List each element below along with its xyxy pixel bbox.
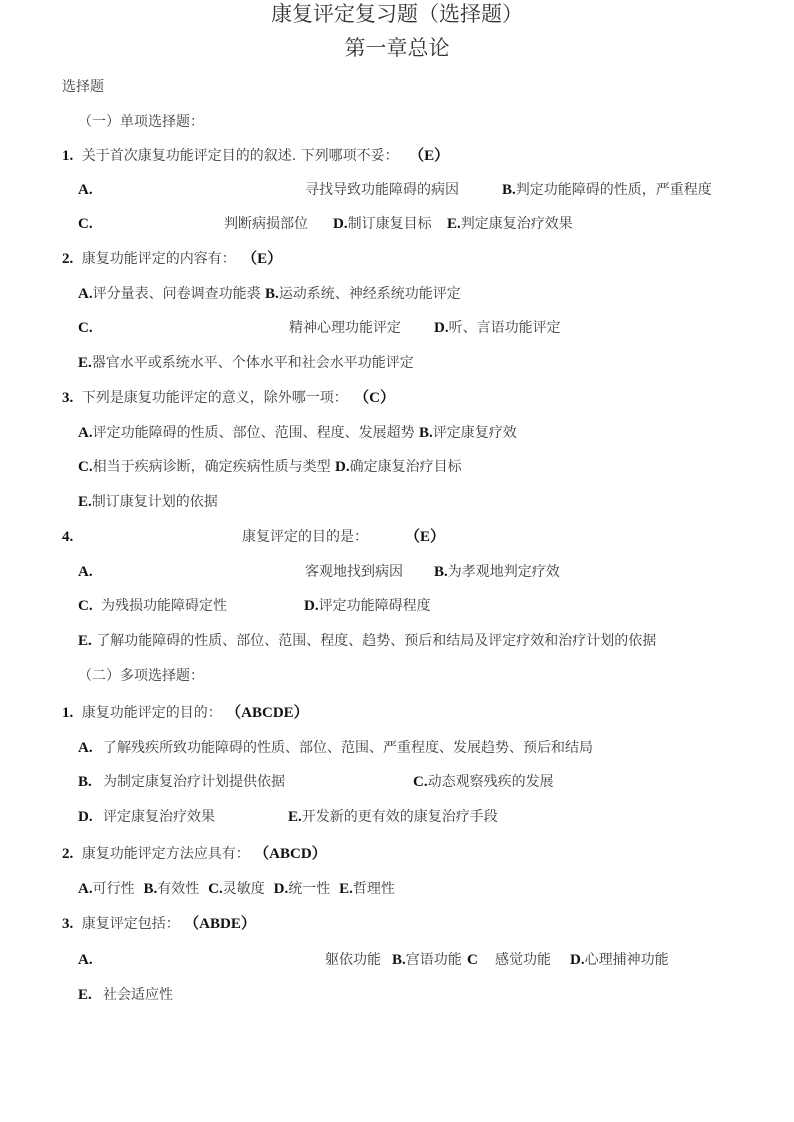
option-text: 为制定康复治疗计划提供依据 xyxy=(103,774,285,790)
option-text: 社会适应性 xyxy=(103,987,173,1003)
option-letter: C xyxy=(467,952,478,968)
question-number: 3. xyxy=(62,916,74,932)
option-text: 判定功能障碍的性质，严重程度 xyxy=(515,182,712,198)
option-text: 听、言语功能评定 xyxy=(448,320,561,336)
question-text: 康复功能评定方法应具有： xyxy=(81,846,250,862)
option-text: 统一性 xyxy=(288,881,331,897)
option-text: 评定康复治疗效果 xyxy=(103,809,215,825)
option-d xyxy=(570,951,669,969)
question-1 xyxy=(62,147,449,165)
option-letter: C. xyxy=(78,598,93,614)
option-letter: D. xyxy=(434,320,449,336)
answer: （ABDE） xyxy=(184,916,256,932)
option-b xyxy=(434,563,560,581)
option-c xyxy=(413,773,554,791)
option-text: 可行性 xyxy=(92,881,135,897)
option-text: 评定功能障碍程度 xyxy=(318,598,431,614)
question-number: 4. xyxy=(62,529,74,545)
question-text: 康复评定包括： xyxy=(81,916,180,932)
answer: （E） xyxy=(405,529,446,545)
option-letter: E. xyxy=(78,633,92,649)
option-d xyxy=(434,319,561,337)
option-d xyxy=(333,215,432,233)
options-line xyxy=(78,880,395,898)
chapter-title: 第一章总论 xyxy=(344,36,450,60)
option-letter: C. xyxy=(78,216,93,232)
answer: （ABCD） xyxy=(254,846,327,862)
option-letter: B. xyxy=(392,952,406,968)
option-letter: A. xyxy=(78,182,93,198)
option-e xyxy=(78,632,656,650)
option-letter: E. xyxy=(288,809,302,825)
option-text: 有效性 xyxy=(157,881,200,897)
option-letter: C. xyxy=(78,320,93,336)
single-choice-heading: （一）单项选择题： xyxy=(78,114,204,130)
option-letter: E. xyxy=(447,216,461,232)
question-text: 康复评定的目的是： xyxy=(242,529,368,545)
option-letter: C. xyxy=(78,459,93,475)
multi-question-3 xyxy=(62,915,256,933)
option-letter: C. xyxy=(413,774,428,790)
option-text: 运动系统、神经系统功能评定 xyxy=(278,286,461,302)
option-letter: A. xyxy=(78,425,93,441)
option-text: 制订康复目标 xyxy=(347,216,432,232)
option-letter: B. xyxy=(265,286,279,302)
option-text: 灵敏度 xyxy=(222,881,265,897)
section-label: 选择题 xyxy=(62,79,104,95)
question-number: 2. xyxy=(62,251,74,267)
option-text: 心理捕神功能 xyxy=(584,952,669,968)
option-letter: E. xyxy=(339,881,353,897)
question-text: 康复功能评定的内容有： xyxy=(81,251,236,267)
answer: （E） xyxy=(409,148,450,164)
option-text: 宫语功能 xyxy=(405,952,462,968)
option-e xyxy=(447,215,573,233)
option-letter: D. xyxy=(335,459,350,475)
answer: （E） xyxy=(242,251,283,267)
answer: （C） xyxy=(354,390,395,406)
option-letter: D. xyxy=(304,598,319,614)
option-text: 哲理性 xyxy=(352,881,395,897)
option-letter: E. xyxy=(78,355,92,371)
multi-question-2 xyxy=(62,845,327,863)
multi-question-1 xyxy=(62,704,309,722)
option-text: 动态观察残疾的发展 xyxy=(427,774,554,790)
multi-choice-heading: （二）多项选择题： xyxy=(78,668,204,684)
option-text: 评定康复疗效 xyxy=(432,425,517,441)
option-a xyxy=(78,285,461,303)
option-letter: A. xyxy=(78,881,93,897)
option-letter: B. xyxy=(78,774,92,790)
option-letter: B. xyxy=(434,564,448,580)
option-text: 制订康复计划的依据 xyxy=(91,494,218,510)
option-letter: D. xyxy=(78,809,93,825)
option-b xyxy=(502,181,712,199)
option-a xyxy=(78,424,517,442)
question-number: 2. xyxy=(62,846,74,862)
option-text: 为孝观地判定疗效 xyxy=(447,564,560,580)
option-c xyxy=(78,458,462,476)
option-letter: A. xyxy=(78,740,93,756)
option-text: 相当于疾病诊断，确定疾病性质与类型 xyxy=(92,459,331,475)
option-letter: B. xyxy=(502,182,516,198)
option-text: 确定康复治疗目标 xyxy=(349,459,462,475)
question-number: 1. xyxy=(62,148,74,164)
question-3 xyxy=(62,389,395,407)
option-text: 器官水平或系统水平、个体水平和社会水平功能评定 xyxy=(91,355,414,371)
question-text: 下列是康复功能评定的意义，除外哪一项： xyxy=(81,390,348,406)
option-letter: A. xyxy=(78,286,93,302)
answer: （ABCDE） xyxy=(226,705,309,721)
option-e xyxy=(288,808,498,826)
option-d xyxy=(304,597,431,615)
option-letter: E. xyxy=(78,494,92,510)
question-text: 关于首次康复功能评定目的的叙述. 下列哪项不妥： xyxy=(81,148,399,164)
question-number: 1. xyxy=(62,705,74,721)
option-letter: D. xyxy=(570,952,585,968)
option-text: 感觉功能 xyxy=(495,952,551,968)
option-b xyxy=(392,951,462,969)
option-letter: C. xyxy=(208,881,223,897)
option-text: 判断病损部位 xyxy=(224,216,308,232)
option-text: 为残损功能障碍定性 xyxy=(101,598,228,614)
option-letter: D. xyxy=(333,216,348,232)
option-letter: D. xyxy=(273,881,289,897)
option-text: 了解功能障碍的性质、部位、范围、程度、趋势、预后和结局及评定疗效和治疗计划的依据 xyxy=(96,633,657,649)
document-title: 康复评定复习题（选择题） xyxy=(271,2,523,26)
question-text: 康复功能评定的目的： xyxy=(81,705,222,721)
option-text: 开发新的更有效的康复治疗手段 xyxy=(301,809,498,825)
option-letter: B. xyxy=(143,881,158,897)
option-text: 评定功能障碍的性质、部位、范围、程度、发展超势 xyxy=(92,425,415,441)
option-letter: A. xyxy=(78,564,93,580)
option-e xyxy=(78,493,218,511)
option-letter: B. xyxy=(419,425,433,441)
question-2 xyxy=(62,250,282,268)
option-text: 躯依功能 xyxy=(325,952,381,968)
option-text: 客观地找到病因 xyxy=(305,564,403,580)
option-text: 精神心理功能评定 xyxy=(289,320,401,336)
option-text: 寻找导致功能障碍的病因 xyxy=(305,182,459,198)
option-text: 判定康复治疗效果 xyxy=(460,216,573,232)
option-letter: A. xyxy=(78,952,93,968)
option-text: 评分量表、问卷调查功能裘 xyxy=(92,286,261,302)
option-e xyxy=(78,354,414,372)
option-c xyxy=(78,597,227,615)
option-text: 了解残疾所致功能障碍的性质、部位、范围、严重程度、发展趋势、预后和结局 xyxy=(103,740,593,756)
option-letter: E. xyxy=(78,987,92,1003)
question-number: 3. xyxy=(62,390,74,406)
